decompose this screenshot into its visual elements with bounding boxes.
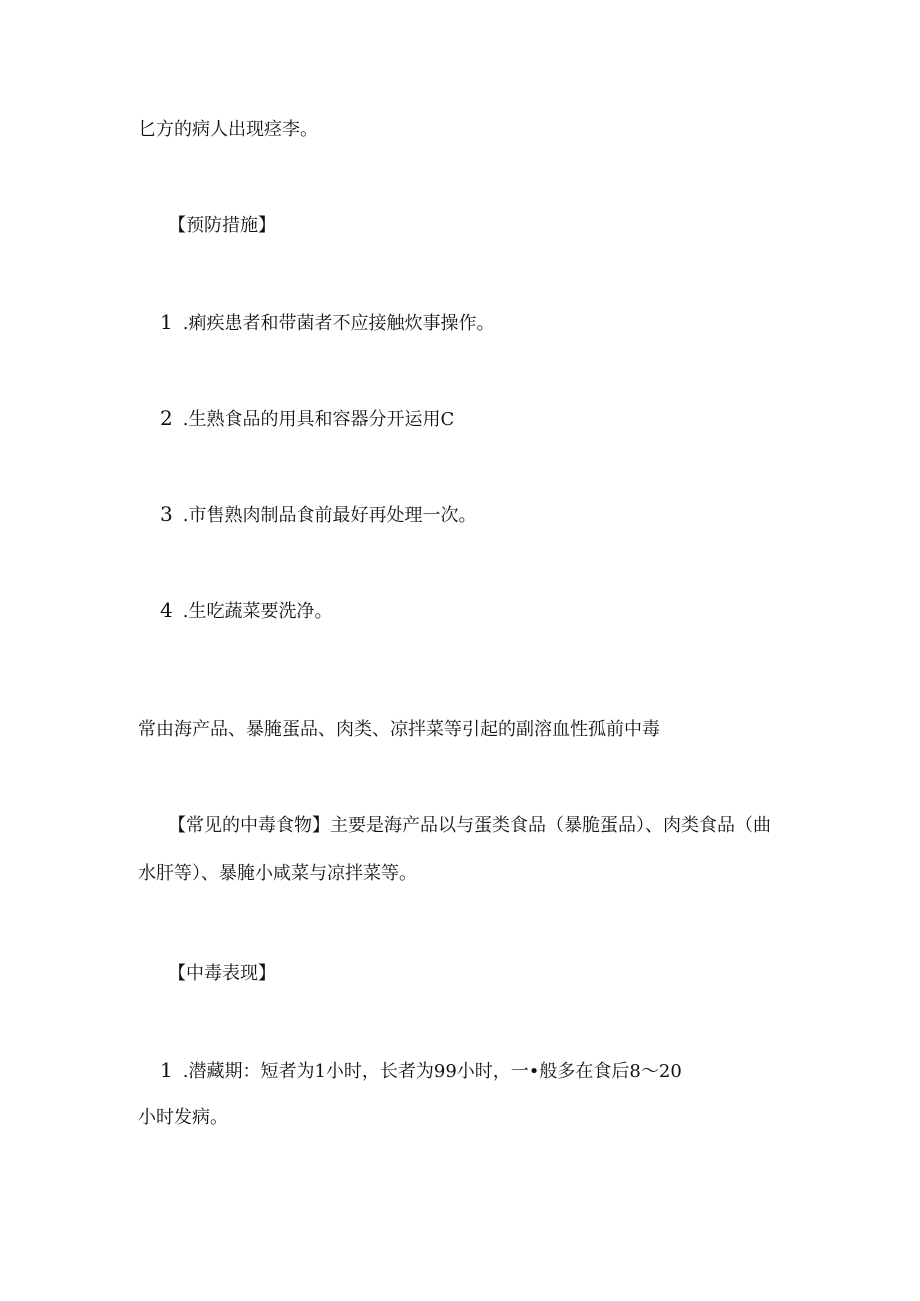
prevention-item-1 <box>160 310 494 336</box>
symptom-item-1 <box>160 1058 682 1084</box>
prevention-item-1-text: .痢疾患者和带菌者不应接触炊事操作。 <box>182 313 495 334</box>
prevention-item-3 <box>160 502 476 528</box>
heading-symptoms: 【中毒表现】 <box>168 963 276 984</box>
symptom-item-1-continuation: 小时发病。 <box>138 1107 228 1128</box>
prevention-item-2-number: 2 <box>160 406 173 430</box>
symptom-item-1-text: .潜藏期：短者为1小时，长者为99小时，一•般多在食后8～20 <box>182 1061 682 1082</box>
paragraph-vibrio-intro: 常由海产品、暴腌蛋品、肉类、凉拌菜等引起的副溶血性孤前中毒 <box>138 719 660 740</box>
prevention-item-2-text: .生熟食品的用具和容器分开运用C <box>182 409 455 430</box>
prevention-item-2 <box>160 406 454 432</box>
prevention-item-3-text: .市售熟肉制品食前最好再处理一次。 <box>182 505 477 526</box>
paragraph-common-foods-line2: 水肝等）、暴腌小咸菜与凉拌菜等。 <box>138 863 417 884</box>
symptom-item-1-number: 1 <box>160 1058 173 1082</box>
paragraph-convulsion: 匕方的病人出现痉李。 <box>138 119 318 140</box>
prevention-item-3-number: 3 <box>160 502 173 526</box>
prevention-item-4 <box>160 598 332 624</box>
paragraph-common-foods-line1: 【常见的中毒食物】主要是海产品以与蛋类食品（暴脆蛋品）、肉类食品（曲 <box>168 815 771 836</box>
prevention-item-4-text: .生吃蔬菜要洗净。 <box>182 601 333 622</box>
heading-prevention: 【预防措施】 <box>168 215 276 236</box>
prevention-item-4-number: 4 <box>160 598 173 622</box>
prevention-item-1-number: 1 <box>160 310 173 334</box>
